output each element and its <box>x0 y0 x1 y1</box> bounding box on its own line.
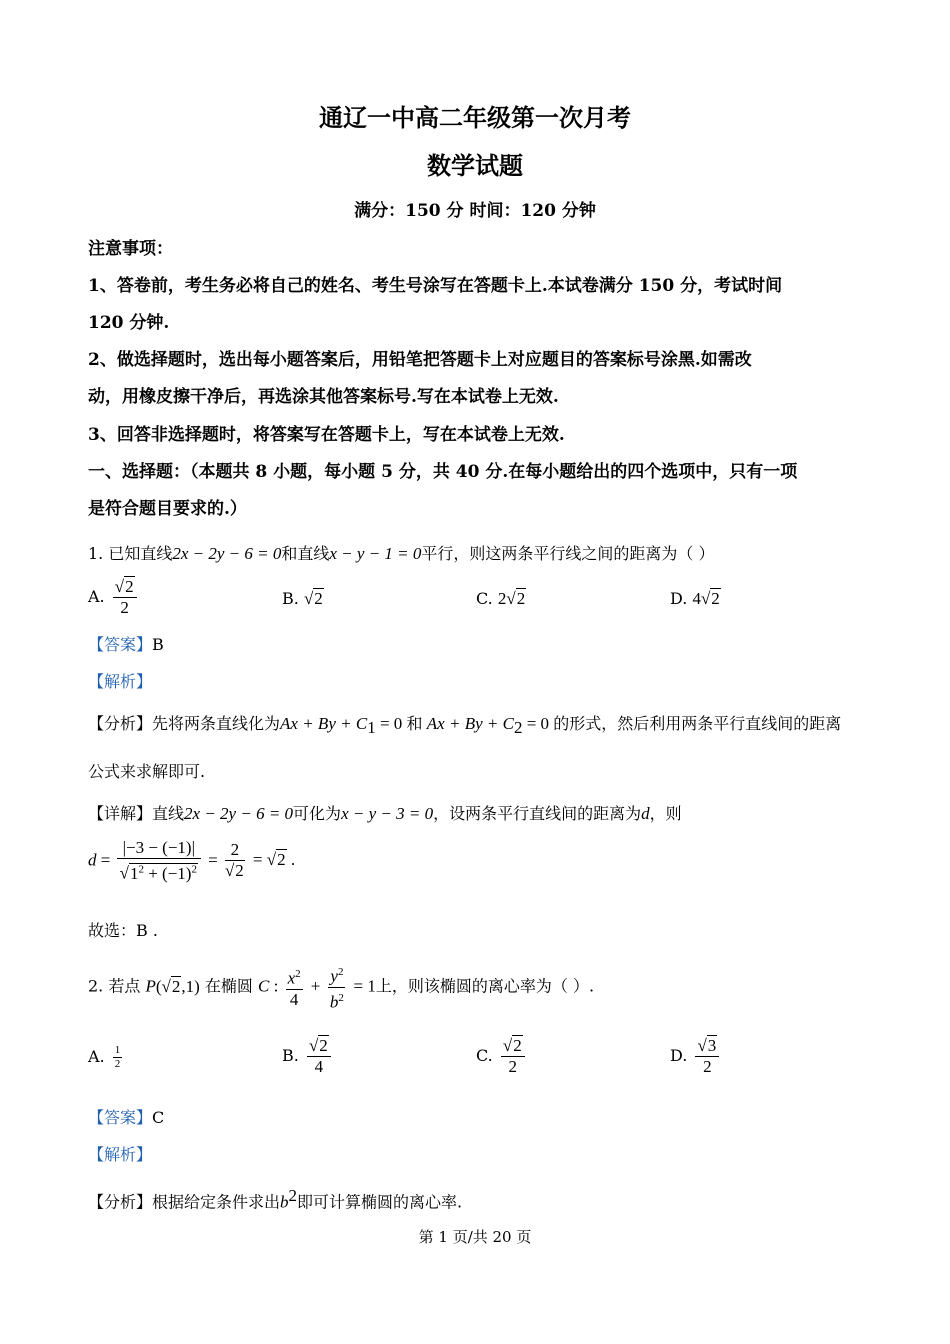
q1-fenxi: 【分析】先将两条直线化为$Ax + By + C_1 = 0$ 和 $Ax + By + C_2 = 0$ 的形式，然后利用两条平行直线间的距离 <box>88 714 842 738</box>
q1-option-c: C. 2√2 <box>476 589 526 608</box>
note-2b: 动，用橡皮擦干净后，再选涂其他答案标号.写在本试卷上无效. <box>88 387 559 407</box>
score-time: 满分：150 分 时间：120 分钟 <box>354 201 596 221</box>
q1-line2: x − y − 1 = 0 <box>329 544 422 563</box>
subject-title: 数学试题 <box>427 151 523 180</box>
q1-stem: 1. 已知直线2x − 2y − 6 = 0和直线x − y − 1 = 0平行，则这两条平行线之间的距离为（ ） <box>88 544 715 563</box>
q2-stem: 2. 若点 P(√2,1) 在椭圆 C : $\frac{x^2}{4}$ + $\frac{y^2}{b^2}$ = 1上，则该椭圆的离心率为（ ）. <box>88 962 594 1012</box>
q1-fenxi-c: 公式来求解即可. <box>88 762 206 781</box>
note-1b: 120 分钟. <box>88 313 170 333</box>
notes-heading: 注意事项： <box>88 239 173 259</box>
q1-conclusion: 故选：B . <box>88 921 158 940</box>
q2-option-d: D. $\frac{√3}{2}$ <box>670 1036 722 1077</box>
q1-option-d: D. 4√2 <box>670 589 720 608</box>
q1-answer: 【答案】B <box>88 635 164 654</box>
section1-heading-b: 是符合题目要求的.） <box>88 499 247 519</box>
q1-xiangjie: 【详解】直线2x − 2y − 6 = 0可化为x − y − 3 = 0，设两条平行直线间的距离为d，则 <box>88 804 682 823</box>
note-1a: 1、答卷前，考生务必将自己的姓名、考生号涂写在答题卡上.本试卷满分 150 分，考试时间 <box>88 276 783 296</box>
q2-option-c: C. $\frac{√2}{2}$ <box>476 1036 528 1077</box>
q2-option-a: A. $\frac{1}{2}$ <box>88 1044 121 1070</box>
q1-option-a: A. $\frac{√2}{2}$ <box>88 577 140 618</box>
note-2a: 2、做选择题时，选出每小题答案后，用铅笔把答题卡上对应题目的答案标号涂黑.如需改 <box>88 350 752 370</box>
q1-option-b: B. √2 <box>282 589 323 608</box>
section1-heading-a: 一、选择题：（本题共 8 小题，每小题 5 分，共 40 分.在每小题给出的四个选项中，只有一项 <box>88 462 798 482</box>
school-title: 通辽一中高二年级第一次月考 <box>319 103 631 132</box>
q2-option-b: B. $\frac{√2}{4}$ <box>282 1036 334 1077</box>
q1-analysis-tag: 【解析】 <box>88 672 153 691</box>
note-3: 3、回答非选择题时，将答案写在答题卡上，写在本试卷上无效. <box>88 425 565 445</box>
q2-answer: 【答案】C <box>88 1108 165 1127</box>
q2-analysis-tag: 【解析】 <box>88 1145 153 1164</box>
q1-distance-formula: d = $\frac{|-3 - (-1)|}{√1^2 + (-1)^2}$ = $\frac{2}{√2}$ = √2 . <box>88 838 296 883</box>
page-footer: 第 1 页/共 20 页 <box>418 1228 532 1246</box>
q1-line1: 2x − 2y − 6 = 0 <box>172 544 282 563</box>
q2-fenxi: 【分析】根据给定条件求出$b^2$即可计算椭圆的离心率. <box>88 1186 463 1212</box>
